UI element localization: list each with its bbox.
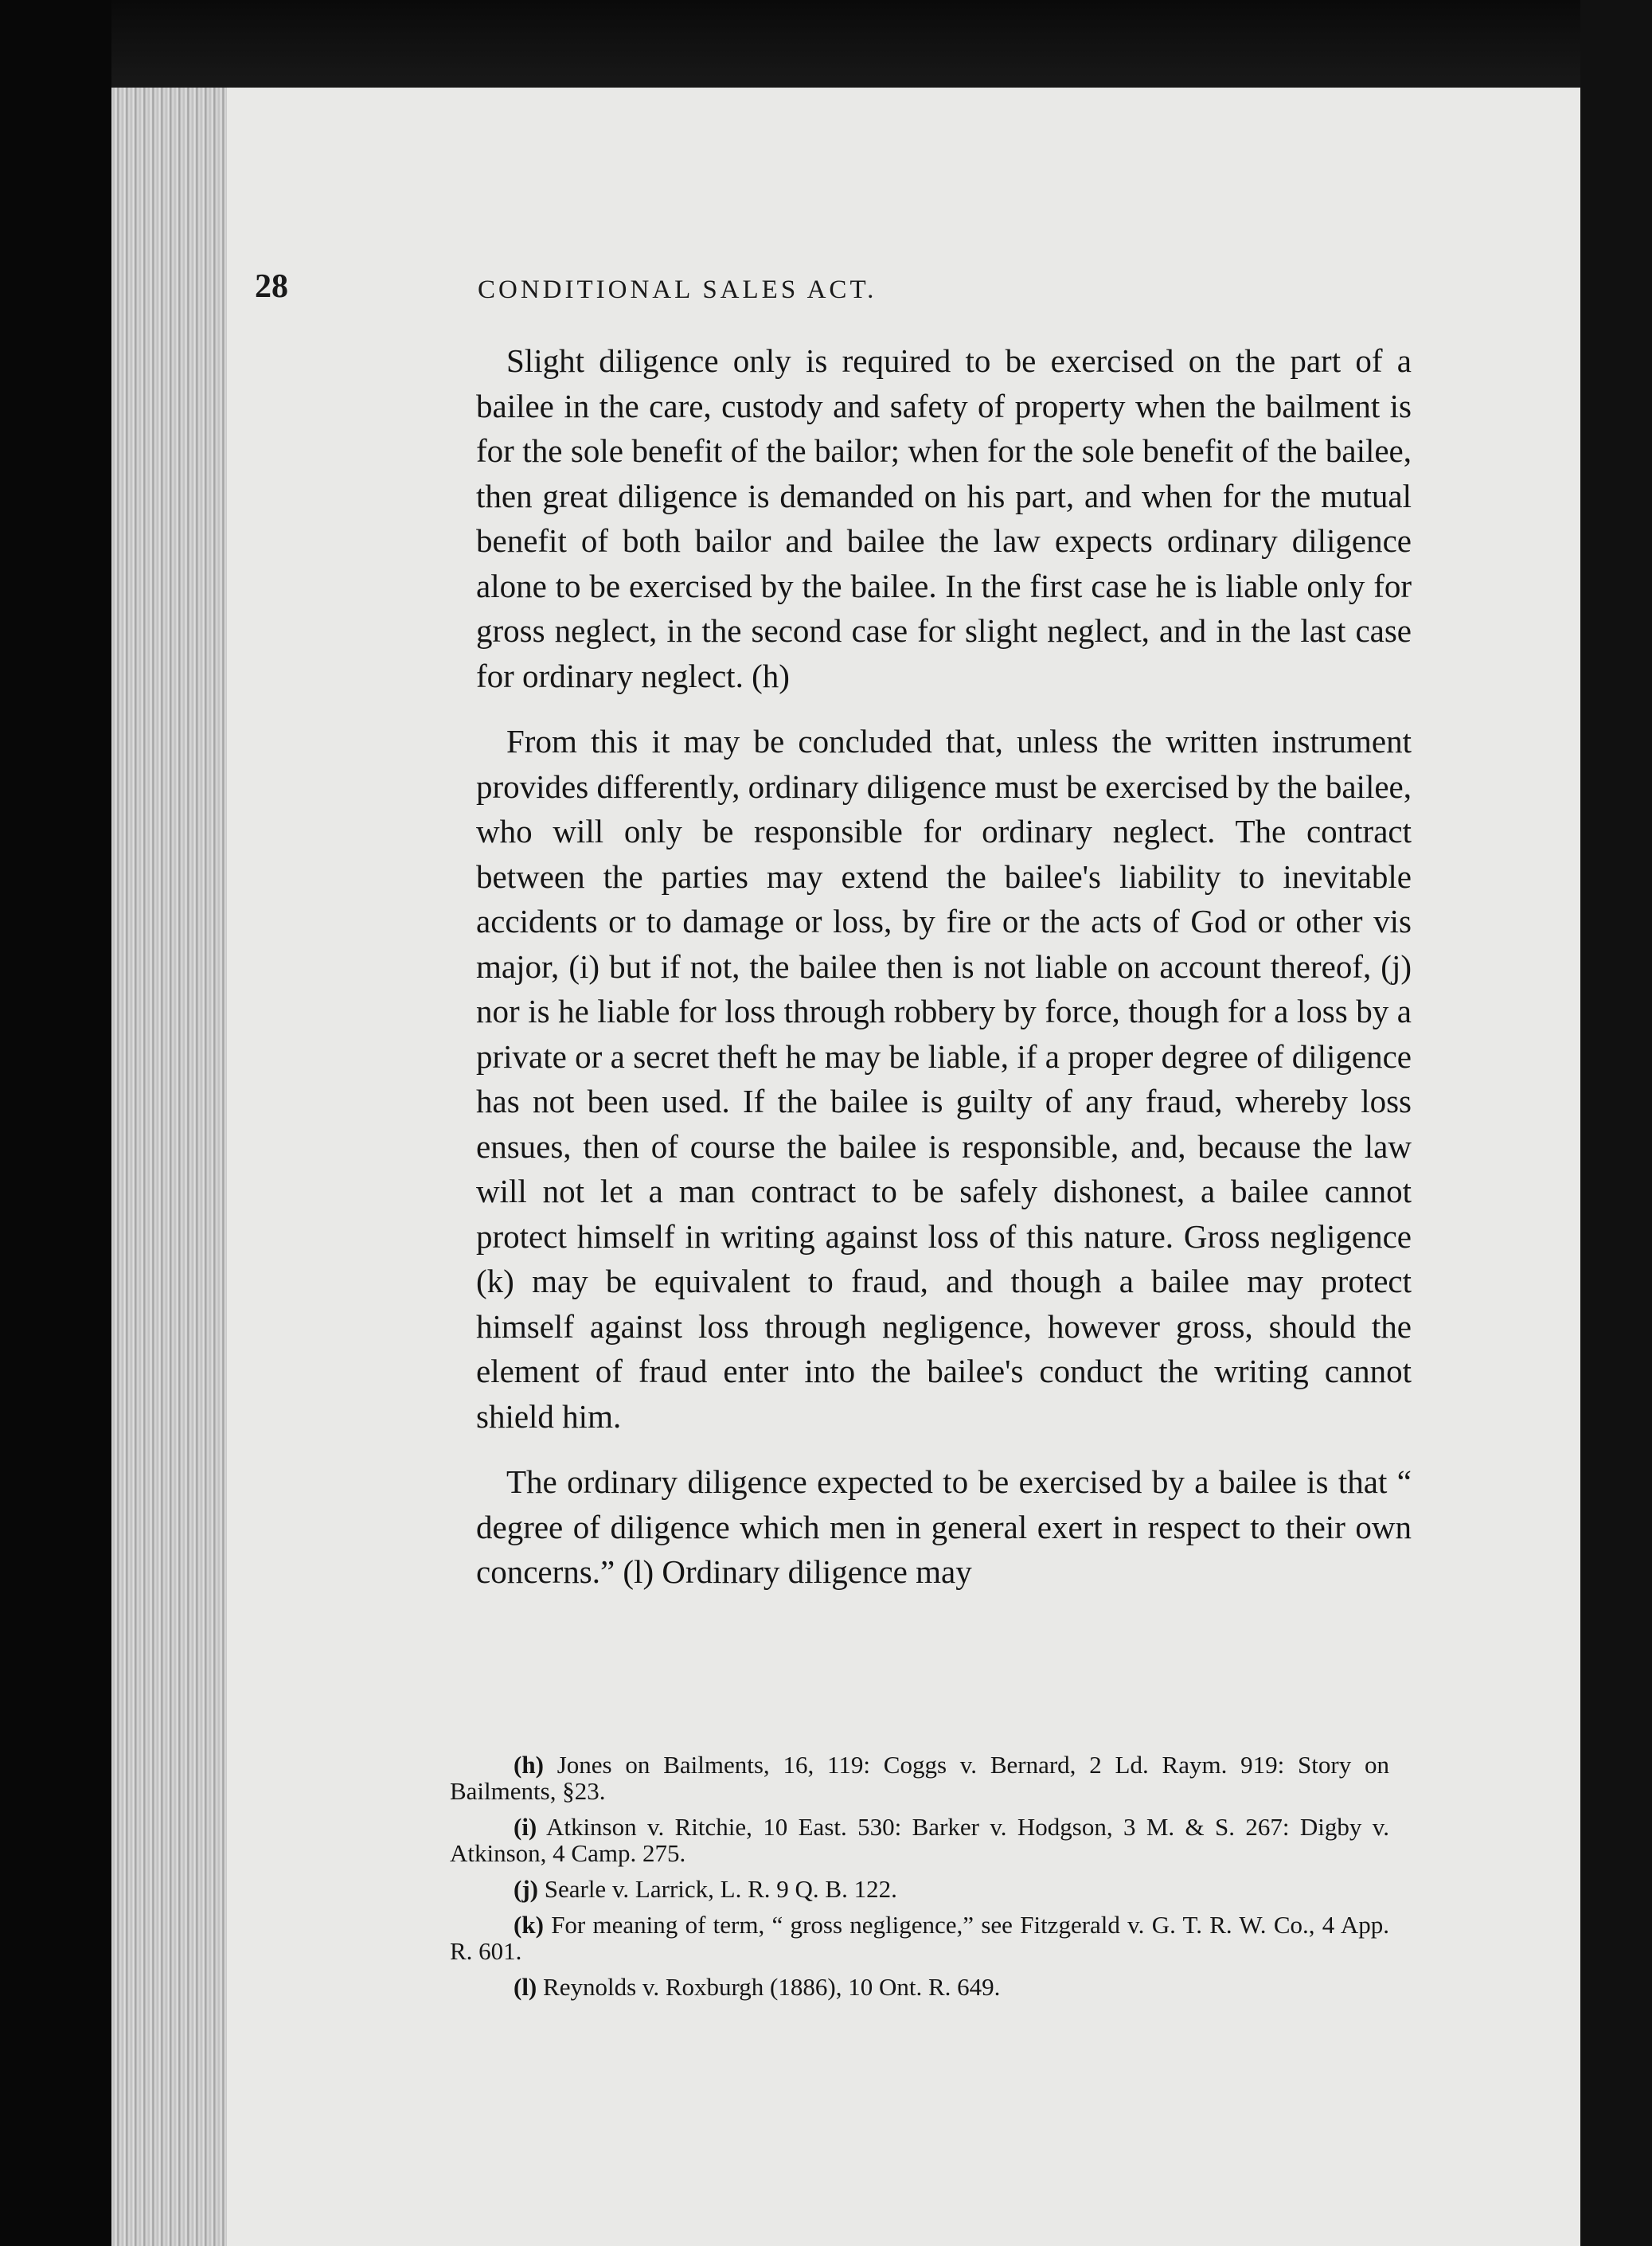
footnote-h — [450, 1752, 1389, 1804]
paragraph-3: The ordinary diligence expected to be exercised by a bailee is that “ degree of diligence which men in general exert in respect to their own concerns.” (l) Ordinary diligence may — [476, 1463, 1412, 1590]
footnote-mark: (l) — [514, 1973, 537, 2001]
scan-border-left — [0, 0, 111, 2246]
footnote-j — [450, 1876, 1389, 1902]
footnote-mark: (h) — [514, 1751, 544, 1779]
footnote-text: Reynolds v. Roxburgh (1886), 10 Ont. R. 649. — [543, 1973, 1001, 2001]
footnote-text: Atkinson v. Ritchie, 10 East. 530: Barker v. Hodgson, 3 M. & S. 267: Digby v. Atkinson, 4 Camp. 275. — [450, 1813, 1389, 1867]
page-header — [255, 174, 1449, 305]
running-head: CONDITIONAL SALES ACT. — [478, 275, 877, 304]
footnote-k — [450, 1912, 1389, 1964]
paragraph-2: From this it may be concluded that, unless the written instrument provides differently, ordinary diligence must be exercised by the bailee, who will only be responsible for ordinary neglect. The contract between the parties may extend the bailee's liability to inevitable accidents or to damage or loss, by fire or the acts of God or other vis major, (i) but if not, the bailee then is not liable on account thereof, (j) nor is he liable for loss through robbery by force, though for a loss by a private or a secret theft he may be liable, if a proper degree of diligence has not been used. If the bailee is guilty of any fraud, whereby loss ensues, then of course the bailee is responsible, and, because the law will not let a man contract to be safely dishonest, a bailee cannot protect himself in writing against loss of this nature. Gross negligence (k) may be equivalent to fraud, and though a bailee may protect himself against loss through negligence, however gross, should the element of fraud enter into the bailee's conduct the writing cannot shield him. — [476, 723, 1412, 1435]
scan-border-top — [0, 0, 1652, 96]
footnote-mark: (j) — [514, 1875, 538, 1903]
footnote-mark: (i) — [514, 1813, 537, 1841]
footnote-mark: (k) — [514, 1911, 544, 1939]
footnote-text: Jones on Bailments, 16, 119: Coggs v. Bernard, 2 Ld. Raym. 919: Story on Bailments, §23. — [450, 1751, 1390, 1805]
footnote-text: For meaning of term, “ gross negligence,” see Fitzgerald v. G. T. R. W. Co., 4 App. R. 601. — [450, 1911, 1389, 1965]
footnote-i — [450, 1814, 1389, 1866]
paragraph-1: Slight diligence only is required to be exercised on the part of a bailee in the care, custody and safety of property when the bailment is for the sole benefit of the bailor; when for the sole benefit of the bailee, then great diligence is demanded on his part, and when for the mutual benefit of both bailor and bailee the law expects ordinary diligence alone to be exercised by the bailee. In the first case he is liable only for gross neglect, in the second case for slight neglect, and in the last case for ordinary neglect. (h) — [476, 342, 1412, 694]
footnote-l — [450, 1974, 1389, 2000]
body-text — [476, 338, 1412, 1615]
footnotes — [450, 1752, 1389, 2010]
page-stack-edge — [111, 88, 227, 2246]
scan-border-right — [1580, 0, 1652, 2246]
page-number: 28 — [255, 268, 288, 305]
footnote-text: Searle v. Larrick, L. R. 9 Q. B. 122. — [544, 1875, 897, 1903]
